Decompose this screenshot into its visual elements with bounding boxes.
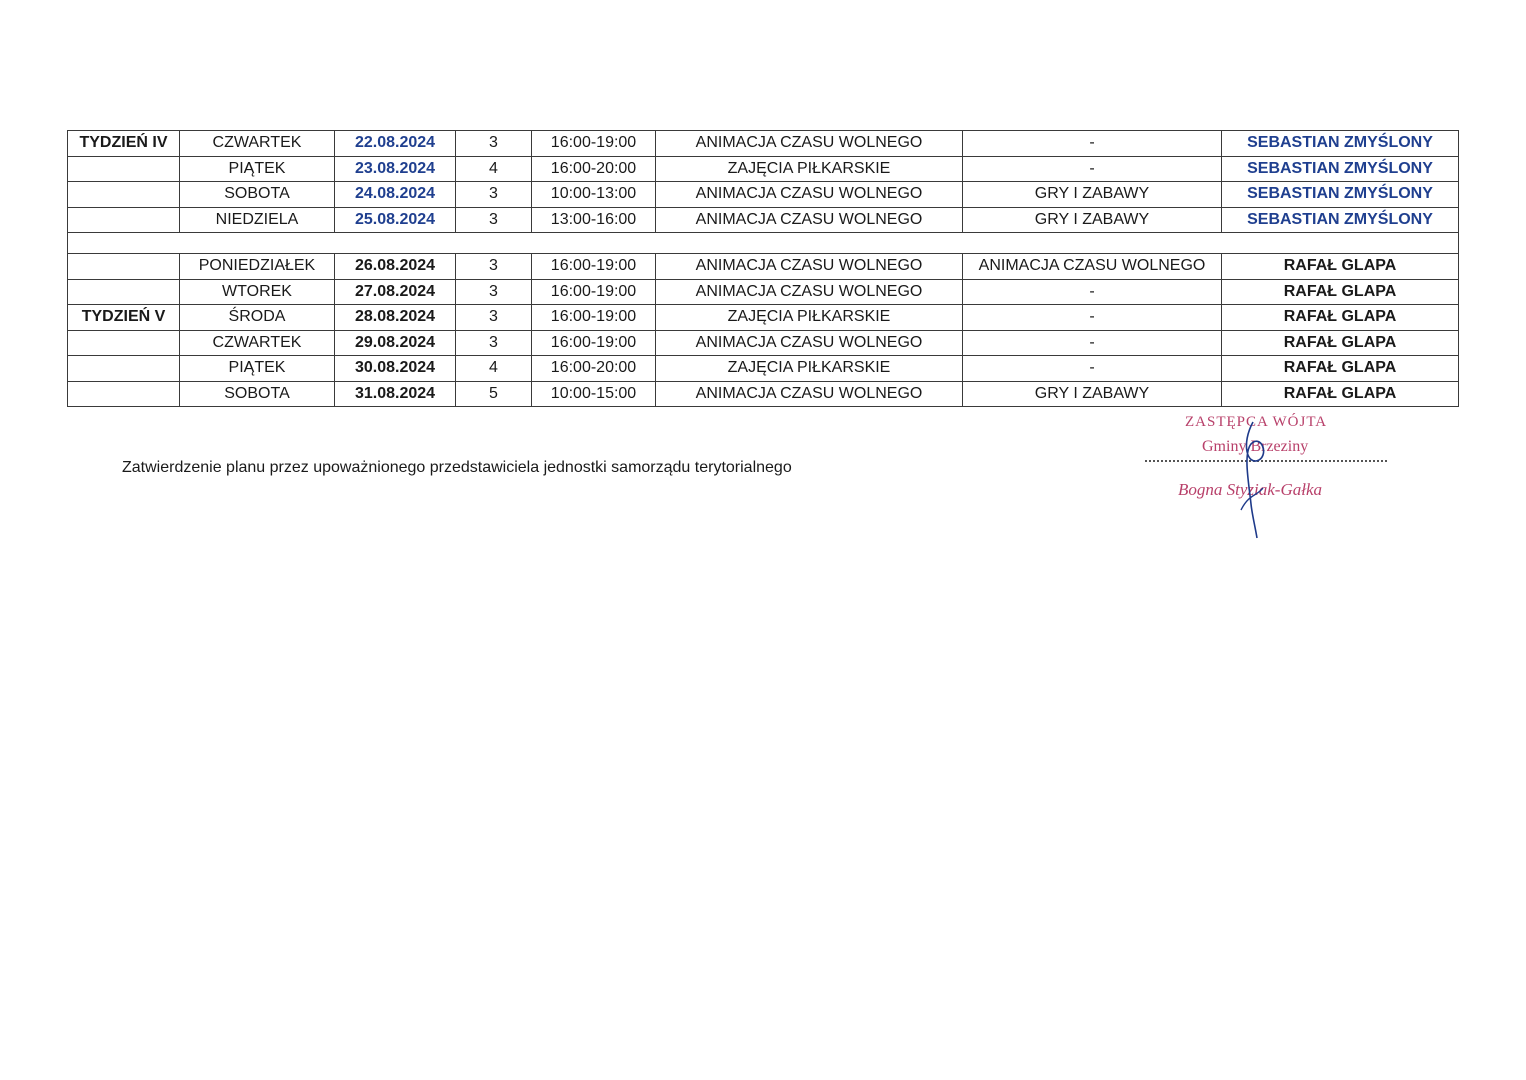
- time-cell: 16:00-20:00: [532, 156, 656, 182]
- extra-cell: -: [963, 279, 1222, 305]
- activity-cell: ANIMACJA CZASU WOLNEGO: [656, 279, 963, 305]
- hours-cell: 3: [456, 131, 532, 157]
- hours-cell: 3: [456, 182, 532, 208]
- date-cell: 23.08.2024: [335, 156, 456, 182]
- extra-cell: -: [963, 330, 1222, 356]
- activity-cell: ANIMACJA CZASU WOLNEGO: [656, 182, 963, 208]
- date-cell: 27.08.2024: [335, 279, 456, 305]
- time-cell: 13:00-16:00: [532, 207, 656, 233]
- person-cell: RAFAŁ GLAPA: [1222, 356, 1459, 382]
- hours-cell: 3: [456, 305, 532, 331]
- table-row: [68, 156, 1459, 182]
- day-cell: PONIEDZIAŁEK: [180, 254, 335, 280]
- person-cell: RAFAŁ GLAPA: [1222, 305, 1459, 331]
- day-cell: PIĄTEK: [180, 156, 335, 182]
- time-cell: 16:00-19:00: [532, 305, 656, 331]
- day-cell: SOBOTA: [180, 182, 335, 208]
- signature-icon: [1145, 414, 1390, 544]
- person-cell: RAFAŁ GLAPA: [1222, 381, 1459, 407]
- table-row: [68, 279, 1459, 305]
- extra-cell: -: [963, 305, 1222, 331]
- extra-cell: -: [963, 131, 1222, 157]
- extra-cell: GRY I ZABAWY: [963, 207, 1222, 233]
- week-label: TYDZIEŃ V: [68, 305, 180, 331]
- week-label: [68, 182, 180, 208]
- date-cell: 30.08.2024: [335, 356, 456, 382]
- time-cell: 16:00-20:00: [532, 356, 656, 382]
- hours-cell: 4: [456, 356, 532, 382]
- approval-text: Zatwierdzenie planu przez upoważnionego przedstawiciela jednostki samorządu terytorialnego: [122, 459, 792, 476]
- date-cell: 31.08.2024: [335, 381, 456, 407]
- week-label: [68, 356, 180, 382]
- separator-cell: [68, 233, 1459, 254]
- date-cell: 28.08.2024: [335, 305, 456, 331]
- week-label: [68, 254, 180, 280]
- table-row: [68, 182, 1459, 208]
- day-cell: WTOREK: [180, 279, 335, 305]
- person-cell: SEBASTIAN ZMYŚLONY: [1222, 207, 1459, 233]
- official-stamp: [1145, 414, 1390, 544]
- table-row: [68, 356, 1459, 382]
- week-label: [68, 330, 180, 356]
- week-label: [68, 207, 180, 233]
- hours-cell: 4: [456, 156, 532, 182]
- week-label: [68, 279, 180, 305]
- extra-cell: GRY I ZABAWY: [963, 381, 1222, 407]
- stamp-name: Bogna Styziak-Gałka: [1178, 480, 1322, 499]
- time-cell: 16:00-19:00: [532, 279, 656, 305]
- activity-cell: ANIMACJA CZASU WOLNEGO: [656, 330, 963, 356]
- extra-cell: -: [963, 356, 1222, 382]
- schedule-table: [67, 130, 1459, 407]
- activity-cell: ANIMACJA CZASU WOLNEGO: [656, 131, 963, 157]
- day-cell: CZWARTEK: [180, 330, 335, 356]
- time-cell: 16:00-19:00: [532, 131, 656, 157]
- time-cell: 10:00-15:00: [532, 381, 656, 407]
- person-cell: RAFAŁ GLAPA: [1222, 330, 1459, 356]
- day-cell: NIEDZIELA: [180, 207, 335, 233]
- person-cell: RAFAŁ GLAPA: [1222, 279, 1459, 305]
- date-cell: 25.08.2024: [335, 207, 456, 233]
- person-cell: SEBASTIAN ZMYŚLONY: [1222, 182, 1459, 208]
- person-cell: RAFAŁ GLAPA: [1222, 254, 1459, 280]
- activity-cell: ZAJĘCIA PIŁKARSKIE: [656, 356, 963, 382]
- table-row: [68, 381, 1459, 407]
- activity-cell: ZAJĘCIA PIŁKARSKIE: [656, 305, 963, 331]
- extra-cell: GRY I ZABAWY: [963, 182, 1222, 208]
- hours-cell: 5: [456, 381, 532, 407]
- week-label: TYDZIEŃ IV: [68, 131, 180, 157]
- activity-cell: ANIMACJA CZASU WOLNEGO: [656, 254, 963, 280]
- activity-cell: ZAJĘCIA PIŁKARSKIE: [656, 156, 963, 182]
- date-cell: 26.08.2024: [335, 254, 456, 280]
- date-cell: 22.08.2024: [335, 131, 456, 157]
- table-row: [68, 254, 1459, 280]
- activity-cell: ANIMACJA CZASU WOLNEGO: [656, 381, 963, 407]
- person-cell: SEBASTIAN ZMYŚLONY: [1222, 156, 1459, 182]
- day-cell: SOBOTA: [180, 381, 335, 407]
- time-cell: 10:00-13:00: [532, 182, 656, 208]
- day-cell: ŚRODA: [180, 305, 335, 331]
- extra-cell: ANIMACJA CZASU WOLNEGO: [963, 254, 1222, 280]
- week-label: [68, 381, 180, 407]
- time-cell: 16:00-19:00: [532, 254, 656, 280]
- day-cell: PIĄTEK: [180, 356, 335, 382]
- stamp-title: ZASTĘPCA WÓJTA: [1185, 414, 1328, 430]
- time-cell: 16:00-19:00: [532, 330, 656, 356]
- day-cell: CZWARTEK: [180, 131, 335, 157]
- date-cell: 29.08.2024: [335, 330, 456, 356]
- hours-cell: 3: [456, 207, 532, 233]
- date-cell: 24.08.2024: [335, 182, 456, 208]
- hours-cell: 3: [456, 279, 532, 305]
- week-label: [68, 156, 180, 182]
- stamp-municipality: Gminy Brzeziny: [1202, 438, 1309, 455]
- table-row: [68, 131, 1459, 157]
- table-row: [68, 207, 1459, 233]
- table-row: [68, 330, 1459, 356]
- person-cell: SEBASTIAN ZMYŚLONY: [1222, 131, 1459, 157]
- hours-cell: 3: [456, 254, 532, 280]
- hours-cell: 3: [456, 330, 532, 356]
- table-row: [68, 305, 1459, 331]
- activity-cell: ANIMACJA CZASU WOLNEGO: [656, 207, 963, 233]
- separator-row: [68, 233, 1459, 254]
- extra-cell: -: [963, 156, 1222, 182]
